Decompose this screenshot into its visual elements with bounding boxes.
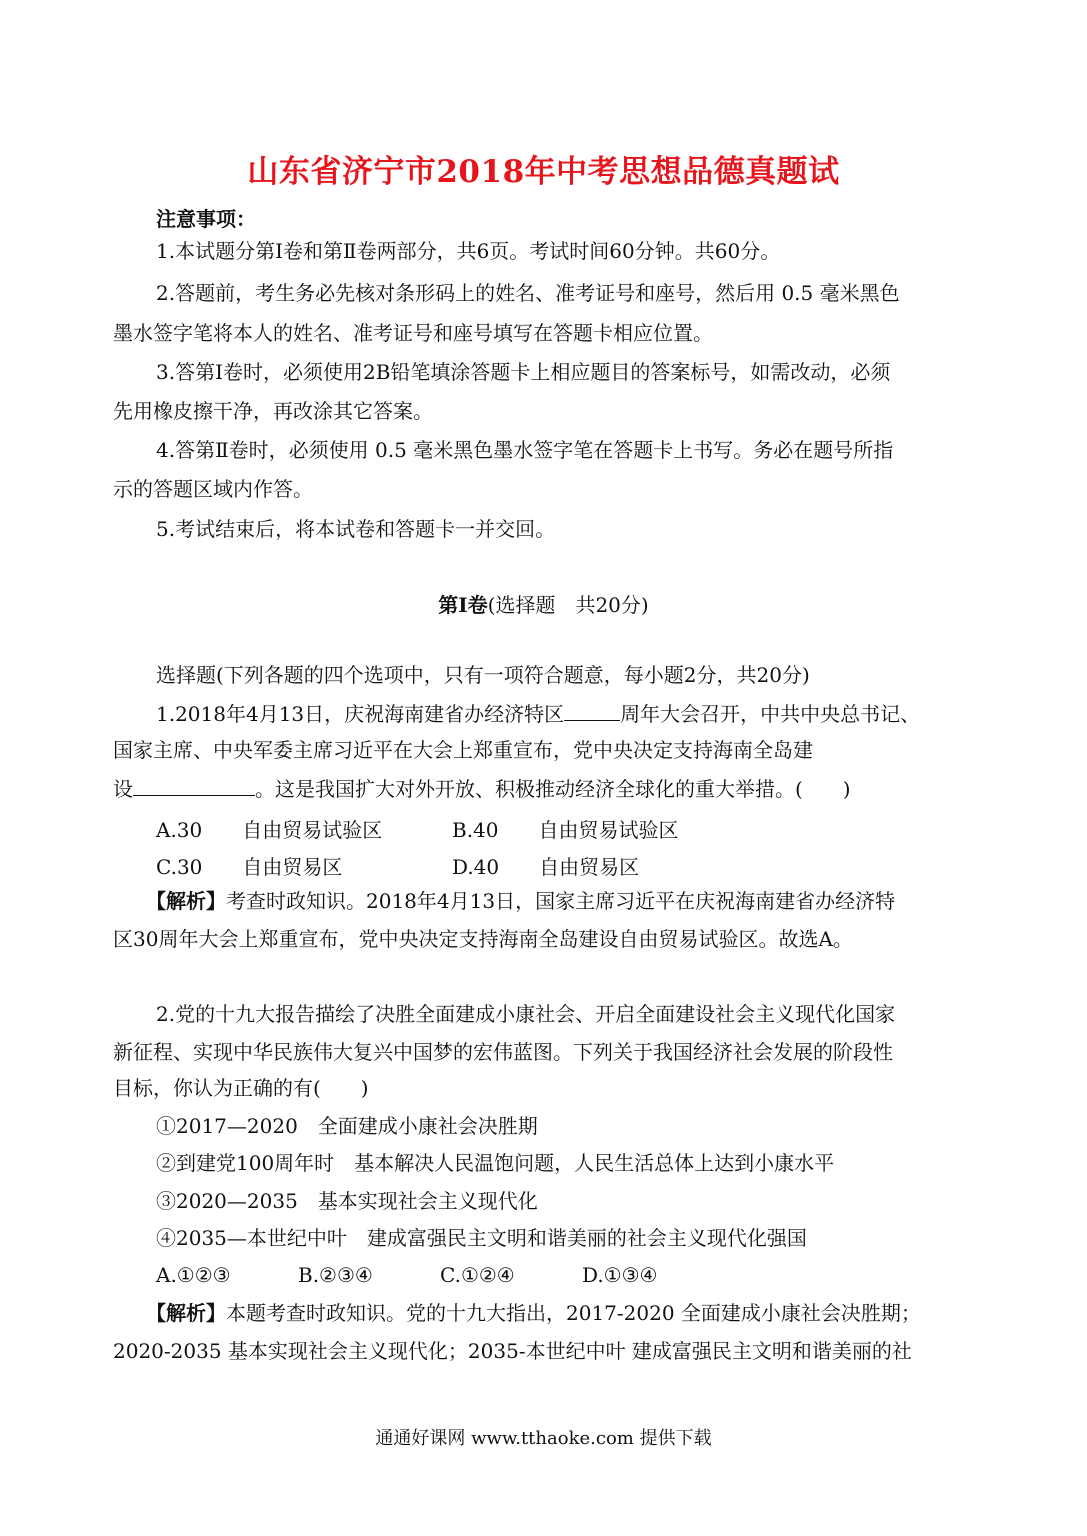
q1-line-3-a: 设 (113, 777, 133, 801)
q2-line-1: 2.党的十九大报告描绘了决胜全面建成小康社会、开启全面建设社会主义现代化国家 (156, 1002, 896, 1026)
q2-analysis-label: 【解析】 (146, 1301, 226, 1325)
q1-analysis-line-1 (146, 888, 895, 914)
q2-statement-4: ④2035—本世纪中叶 建成富强民主文明和谐美丽的社会主义现代化强国 (156, 1226, 807, 1250)
note-item-4-line-2: 示的答题区域内作答。 (113, 477, 313, 501)
q2-analysis-line-2: 2020-2035 基本实现社会主义现代化；2035-本世纪中叶 建成富强民主文明和谐美丽的社 (113, 1339, 912, 1363)
document-title: 山东省济宁市2018年中考思想品德真题试 (247, 154, 840, 190)
q2-option-d: D.①③④ (582, 1263, 658, 1287)
q2-statement-1: ①2017—2020 全面建成小康社会决胜期 (156, 1114, 538, 1138)
q2-line-2: 新征程、实现中华民族伟大复兴中国梦的宏伟蓝图。下列关于我国经济社会发展的阶段性 (113, 1040, 893, 1064)
q2-option-c: C.①②④ (440, 1263, 515, 1287)
note-item-3-line-2: 先用橡皮擦干净，再改涂其它答案。 (113, 399, 433, 423)
note-item-5: 5.考试结束后，将本试卷和答题卡一并交回。 (156, 517, 556, 541)
q1-analysis-text-1: 考查时政知识。2018年4月13日，国家主席习近平在庆祝海南建省办经济特 (226, 889, 896, 913)
q2-option-a: A.①②③ (156, 1263, 231, 1287)
note-item-1: 1.本试题分第Ⅰ卷和第Ⅱ卷两部分，共6页。考试时间60分钟。共60分。 (156, 239, 781, 263)
q2-analysis-text-1: 本题考查时政知识。党的十九大指出，2017-2020 全面建成小康社会决胜期； (226, 1301, 921, 1325)
note-item-2-line-1: 2.答题前，考生务必先核对条形码上的姓名、准考证号和座号，然后用 0.5 毫米黑色 (156, 281, 900, 305)
q1-blank-1 (564, 700, 620, 721)
q1-line-2: 国家主席、中央军委主席习近平在大会上郑重宣布，党中央决定支持海南全岛建 (113, 738, 813, 762)
page-footer: 通通好课网 www.tthaoke.com 提供下载 (375, 1428, 712, 1449)
q1-blank-2 (133, 775, 255, 796)
q1-line-1-a: 1.2018年4月13日，庆祝海南建省办经济特区 (156, 702, 565, 726)
note-item-2-line-2: 墨水签字笔将本人的姓名、准考证号和座号填写在答题卡相应位置。 (113, 321, 713, 345)
section-title (0, 589, 1087, 618)
q2-option-b: B.②③④ (298, 1263, 373, 1287)
q1-analysis-label: 【解析】 (146, 889, 226, 913)
q1-option-a: A.30 自由贸易试验区 (156, 818, 383, 842)
section-title-bold: 第Ⅰ卷 (438, 593, 488, 617)
q2-analysis-line-1 (146, 1300, 921, 1326)
section-title-rest: (选择题 共20分) (487, 593, 649, 617)
choice-instructions: 选择题(下列各题的四个选项中，只有一项符合题意，每小题2分，共20分) (156, 663, 810, 687)
q1-option-b: B.40 自由贸易试验区 (452, 818, 679, 842)
q2-statement-3: ③2020—2035 基本实现社会主义现代化 (156, 1189, 538, 1213)
q2-statement-2: ②到建党100周年时 基本解决人民温饱问题，人民生活总体上达到小康水平 (156, 1151, 835, 1175)
q1-option-c: C.30 自由贸易区 (156, 855, 343, 879)
q1-line-1 (156, 700, 920, 727)
notes-heading: 注意事项： (156, 207, 256, 231)
q1-line-3-b: 。这是我国扩大对外开放、积极推动经济全球化的重大举措。( ) (255, 777, 851, 801)
q2-line-3: 目标，你认为正确的有( ) (113, 1076, 369, 1100)
note-item-4-line-1: 4.答第Ⅱ卷时，必须使用 0.5 毫米黑色墨水签字笔在答题卡上书写。务必在题号所指 (156, 438, 894, 462)
q1-analysis-line-2: 区30周年大会上郑重宣布，党中央决定支持海南全岛建设自由贸易试验区。故选A。 (113, 927, 853, 951)
q1-option-d: D.40 自由贸易区 (452, 855, 640, 879)
q1-line-1-b: 周年大会召开，中共中央总书记、 (620, 702, 921, 726)
q1-line-3 (113, 775, 851, 802)
note-item-3-line-1: 3.答第Ⅰ卷时，必须使用2B铅笔填涂答题卡上相应题目的答案标号，如需改动，必须 (156, 360, 891, 384)
